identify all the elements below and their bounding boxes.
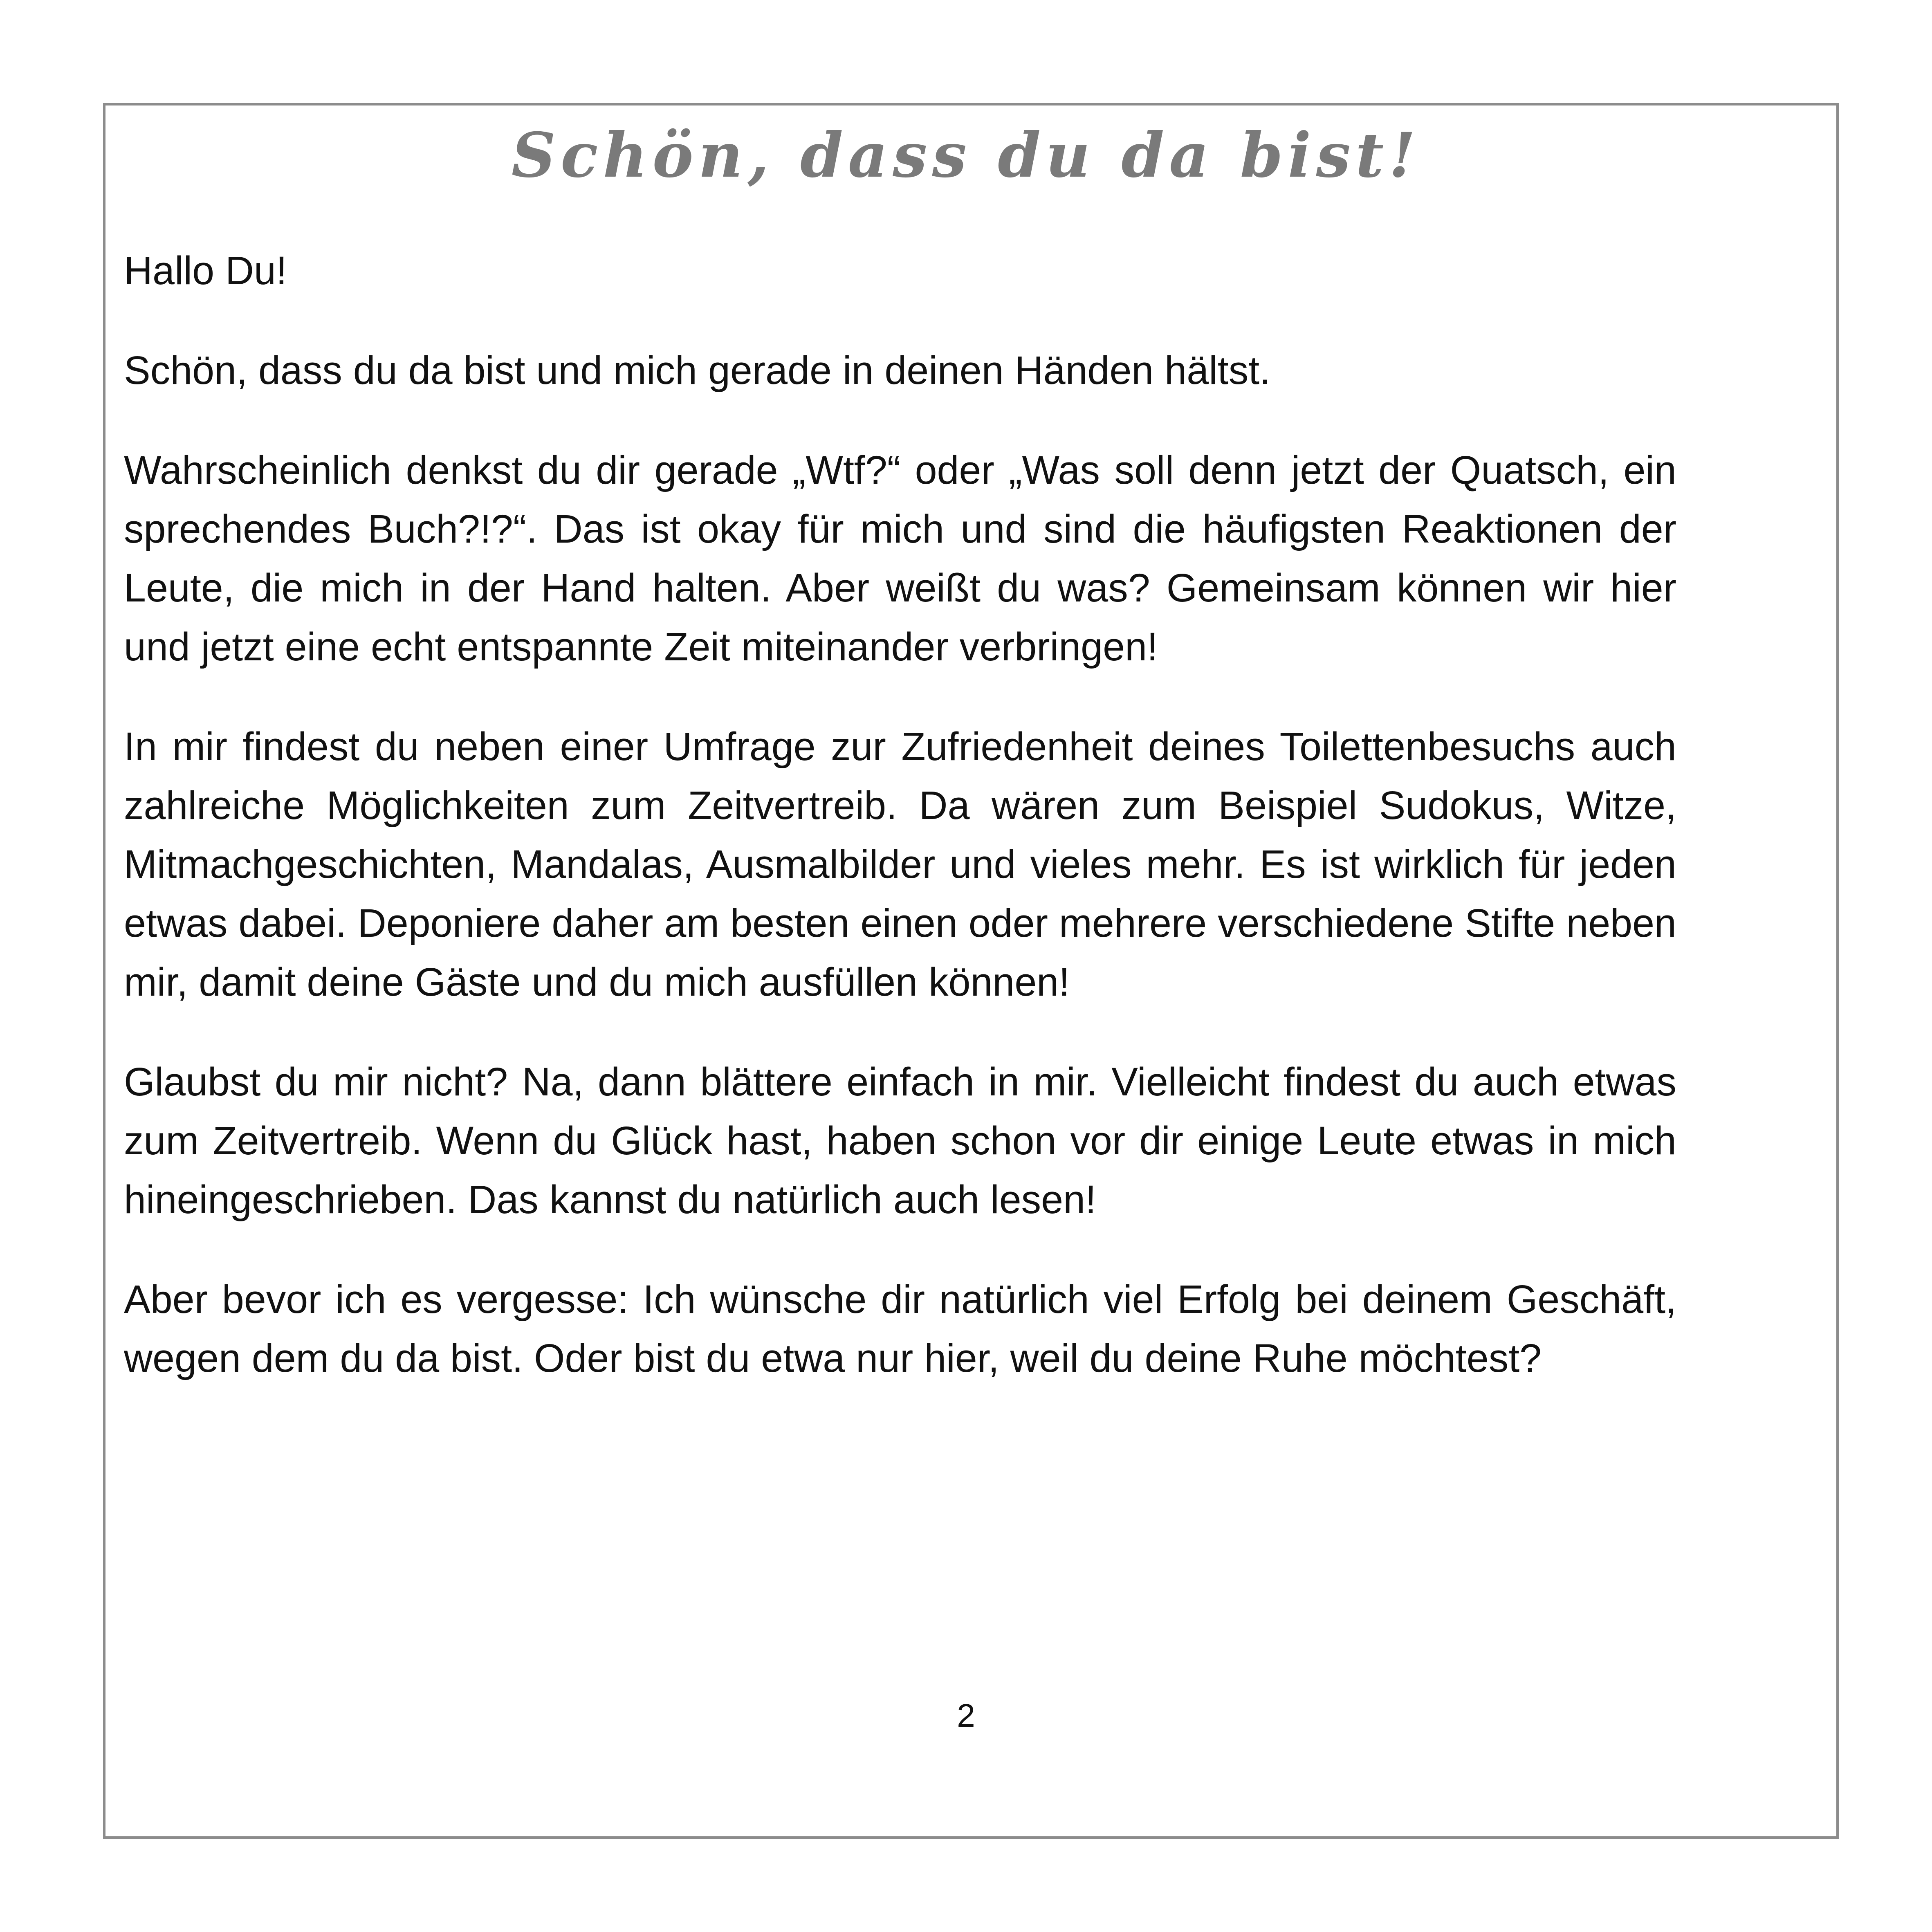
body-text bbox=[124, 241, 1676, 1429]
paragraph-browse: Glaubst du mir nicht? Na, dann blättere einfach in mir. Vielleicht findest du auch etwas zum Zeitvertreib. Wenn du Glück hast, haben schon vor dir einige Leute etwas in mich hineingeschrieben. Das kannst du natürlich auch lesen! bbox=[124, 1059, 1676, 1222]
page-number: 2 bbox=[957, 1697, 975, 1734]
paragraph-contents: In mir findest du neben einer Umfrage zur Zufriedenheit deines Toilettenbesuchs auch zahlreiche Möglichkeiten zum Zeitvertreib. Da wären zum Beispiel Sudokus, Witze, Mitmachgeschichten, Mandalas, Ausmalbilder und vieles mehr. Es ist wirklich für jeden etwas dabei. Deponiere daher am besten einen oder mehrere verschiedene Stifte neben mir, damit deine Gäste und du mich ausfüllen können! bbox=[124, 724, 1676, 1004]
paragraph-greeting: Hallo Du! bbox=[124, 248, 287, 293]
paragraph-welcome: Schön, dass du da bist und mich gerade in deinen Händen hältst. bbox=[124, 348, 1271, 393]
paragraph-reaction: Wahrscheinlich denkst du dir gerade „Wtf?“ oder „Was soll denn jetzt der Quatsch, ein sprechendes Buch?!?“. Das ist okay für mich und sind die häufigsten Reaktionen der Leute, die mich in der Hand halten. Aber weißt du was? Gemeinsam können wir hier und jetzt eine echt entspannte Zeit miteinander verbringen! bbox=[124, 448, 1676, 669]
page-title: Schön, dass du da bist! bbox=[511, 119, 1421, 191]
paragraph-closing: Aber bevor ich es vergesse: Ich wünsche dir natürlich viel Erfolg bei deinem Geschäft, wegen dem du da bist. Oder bist du etwa nur hier, weil du deine Ruhe möchtest? bbox=[124, 1277, 1676, 1380]
